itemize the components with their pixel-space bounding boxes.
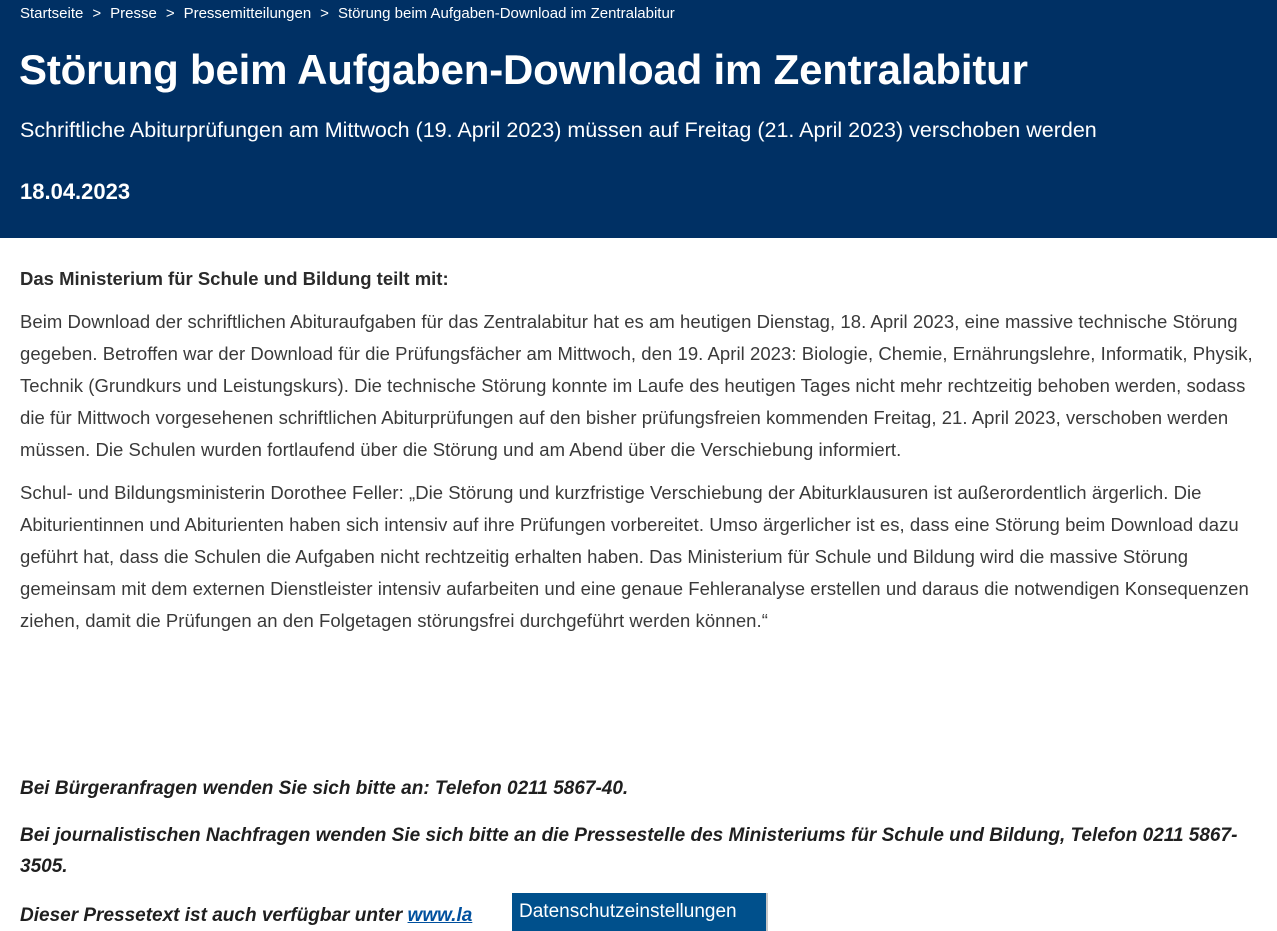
breadcrumb <box>20 5 675 23</box>
breadcrumb-item-home[interactable]: Startseite <box>20 5 84 22</box>
page-title: Störung beim Aufgaben-Download im Zentralabitur <box>19 46 1028 93</box>
breadcrumb-item-press-releases[interactable]: Pressemitteilungen <box>183 5 312 22</box>
article-paragraph-1: Beim Download der schriftlichen Abituraufgaben für das Zentralabitur hat es am heutigen Dienstag, 18. April 2023, eine massive technische Störung gegeben. Betroffen war der Download für die Prüfungsfächer am Mittwoch, den 19. April 2023: Biologie, Chemie, Ernährungslehre, Informatik, Physik, Technik (Grundkurs und Leistungskurs). Die technische Störung konnte im Laufe des heutigen Tages nicht mehr rechtzeitig behoben werden, sodass die für Mittwoch vorgesehenen schriftlichen Abiturprüfungen auf den bisher prüfungsfreien kommenden Freitag, 21. April 2023, verschoben werden müssen. Die Schulen wurden fortlaufend über die Störung und am Abend über die Verschiebung informiert. <box>20 311 1253 460</box>
citizen-contact: Bei Bürgeranfragen wenden Sie sich bitte an: Telefon 0211 5867-40. <box>20 778 629 799</box>
press-contact: Bei journalistischen Nachfragen wenden Sie sich bitte an die Pressestelle des Ministeriums für Schule und Bildung, Telefon 0211 5867-3505. <box>20 825 1238 877</box>
page-header <box>0 0 1277 238</box>
page-subtitle: Schriftliche Abiturprüfungen am Mittwoch (19. April 2023) müssen auf Freitag (21. April 2023) verschoben werden <box>20 118 1097 142</box>
breadcrumb-item-current: Störung beim Aufgaben-Download im Zentralabitur <box>337 5 675 22</box>
article-lead: Das Ministerium für Schule und Bildung teilt mit: <box>20 268 449 289</box>
publish-date: 18.04.2023 <box>20 179 131 204</box>
breadcrumb-separator: > <box>165 5 175 22</box>
breadcrumb-item-press[interactable]: Presse <box>110 5 157 22</box>
press-text-link[interactable]: www.la <box>407 905 473 926</box>
article-body <box>20 264 1260 637</box>
availability-note <box>20 900 472 931</box>
breadcrumb-separator: > <box>320 5 329 22</box>
privacy-settings-button[interactable]: Datenschutzeinstellungen <box>512 893 768 931</box>
availability-prefix: Dieser Pressetext ist auch verfügbar unter <box>20 905 403 926</box>
article-paragraph-2: Schul- und Bildungsministerin Dorothee Feller: „Die Störung und kurzfristige Verschiebung der Abiturklausuren ist außerordentlich ärgerlich. Die Abiturientinnen und Abiturienten haben sich intensiv auf ihre Prüfungen vorbereitet. Umso ärgerlicher ist es, dass eine Störung beim Download dazu geführt hat, dass die Schulen die Aufgaben nicht rechtzeitig erhalten haben. Das Ministerium für Schule und Bildung wird die massive Störung gemeinsam mit dem externen Dienstleister intensiv aufarbeiten und eine genaue Fehleranalyse erstellen und daraus die notwendigen Konsequenzen ziehen, damit die Prüfungen an den Folgetagen störungsfrei durchgeführt werden können.“ <box>20 482 1249 631</box>
breadcrumb-separator: > <box>92 5 102 22</box>
